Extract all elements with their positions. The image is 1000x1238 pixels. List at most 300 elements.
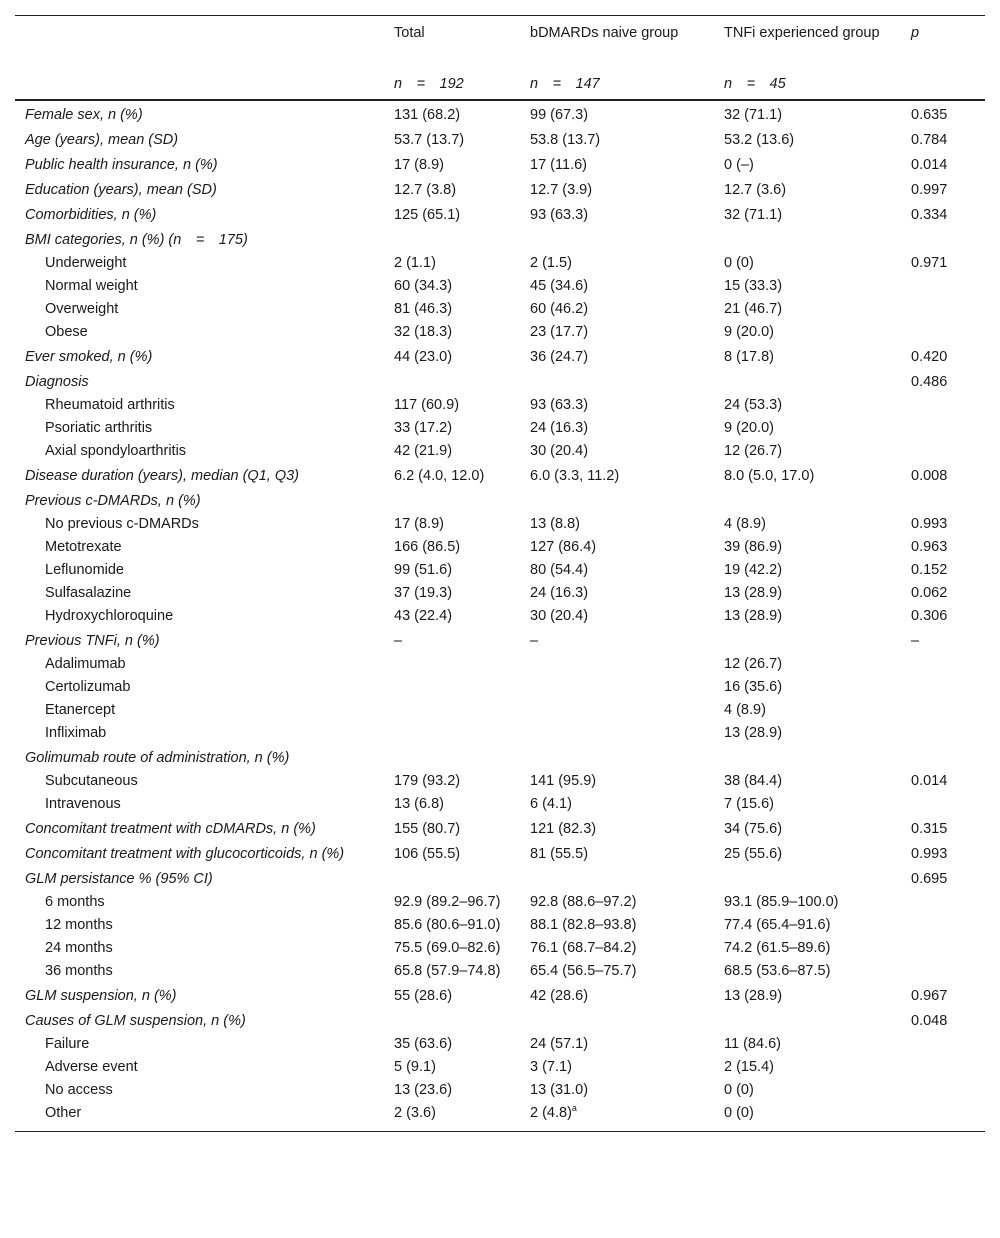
cell-total <box>394 180 530 203</box>
cell-tnfi-text: 34 (75.6) <box>724 821 783 837</box>
cell-naive <box>530 794 724 817</box>
cell-tnfi-text: 13 (28.9) <box>724 608 783 624</box>
cell-total <box>394 892 530 915</box>
cell-tnfi <box>724 606 911 629</box>
cell-total <box>394 915 530 938</box>
cell-p-value <box>911 677 985 700</box>
table-row <box>15 892 985 915</box>
cell-total <box>394 205 530 228</box>
cell-total-text: 85.6 (80.6–91.0) <box>394 917 501 933</box>
cell-tnfi-text: 38 (84.4) <box>724 773 783 789</box>
cell-p-value <box>911 105 985 128</box>
table-row <box>15 299 985 322</box>
cell-tnfi <box>724 466 911 489</box>
cell-total-text: 32 (18.3) <box>394 324 453 340</box>
cell-p-value-text: 0.993 <box>911 846 948 862</box>
cell-p-value-text: 0.014 <box>911 773 948 789</box>
cell-p-value-text: 0.993 <box>911 516 948 532</box>
row-label-text: Certolizumab <box>45 679 131 695</box>
cell-naive <box>530 677 724 700</box>
row-label <box>15 892 394 915</box>
row-label <box>15 441 394 464</box>
cell-tnfi <box>724 180 911 203</box>
row-label <box>15 1103 394 1126</box>
cell-naive-text: 93 (63.3) <box>530 397 589 413</box>
row-label <box>15 844 394 867</box>
cell-tnfi <box>724 418 911 441</box>
cell-naive <box>530 347 724 370</box>
cell-p-value <box>911 844 985 867</box>
cell-total <box>394 276 530 299</box>
cell-total <box>394 1080 530 1103</box>
cell-p-value-text: 0.963 <box>911 539 948 555</box>
cell-naive-text: 24 (16.3) <box>530 420 589 436</box>
cell-naive <box>530 771 724 794</box>
cell-total-text: 179 (93.2) <box>394 773 461 789</box>
cell-naive-text: 30 (20.4) <box>530 443 589 459</box>
table-row <box>15 130 985 153</box>
cell-total-text: 37 (19.3) <box>394 585 453 601</box>
cell-p-value <box>911 1011 985 1034</box>
cell-total-text: 44 (23.0) <box>394 349 453 365</box>
cell-tnfi-text: 74.2 (61.5–89.6) <box>724 940 831 956</box>
cell-p-value <box>911 986 985 1009</box>
row-label <box>15 276 394 299</box>
table-row <box>15 514 985 537</box>
cell-tnfi <box>724 583 911 606</box>
row-label-text: Hydroxychloroquine <box>45 608 174 624</box>
cell-total-text: 81 (46.3) <box>394 301 453 317</box>
table-row <box>15 583 985 606</box>
cell-tnfi-text: 32 (71.1) <box>724 207 783 223</box>
cell-p-value <box>911 560 985 583</box>
cell-tnfi-text: 25 (55.6) <box>724 846 783 862</box>
cell-naive <box>530 631 724 654</box>
cell-total-text: 106 (55.5) <box>394 846 461 862</box>
cell-naive-text: 99 (67.3) <box>530 107 589 123</box>
cell-tnfi <box>724 961 911 984</box>
cell-naive <box>530 466 724 489</box>
cell-tnfi <box>724 986 911 1009</box>
cell-total <box>394 938 530 961</box>
cell-total <box>394 606 530 629</box>
cell-tnfi-text: 21 (46.7) <box>724 301 783 317</box>
cell-total <box>394 1103 530 1126</box>
row-label-text: GLM persistance % (95% CI) <box>25 871 213 887</box>
cell-naive-text: 76.1 (68.7–84.2) <box>530 940 637 956</box>
cell-tnfi-text: 12.7 (3.6) <box>724 182 787 198</box>
table-row <box>15 606 985 629</box>
cell-tnfi <box>724 105 911 128</box>
cell-naive <box>530 372 724 395</box>
cell-tnfi-text: 19 (42.2) <box>724 562 783 578</box>
cell-tnfi <box>724 1011 911 1034</box>
table-row <box>15 915 985 938</box>
cell-p-value-text: 0.967 <box>911 988 948 1004</box>
cell-tnfi-text: 13 (28.9) <box>724 585 783 601</box>
cell-p-value <box>911 1080 985 1103</box>
cell-tnfi-text: 12 (26.7) <box>724 443 783 459</box>
row-label <box>15 869 394 892</box>
cell-tnfi-text: 39 (86.9) <box>724 539 783 555</box>
row-label <box>15 654 394 677</box>
cell-naive <box>530 819 724 842</box>
cell-tnfi-text: 32 (71.1) <box>724 107 783 123</box>
cell-p-value <box>911 748 985 771</box>
cell-p-value <box>911 372 985 395</box>
cell-naive <box>530 180 724 203</box>
cell-naive <box>530 700 724 723</box>
cell-total <box>394 819 530 842</box>
cell-tnfi-text: 0 (0) <box>724 1105 754 1121</box>
row-label <box>15 253 394 276</box>
cell-naive-text: 42 (28.6) <box>530 988 589 1004</box>
row-label <box>15 771 394 794</box>
cell-total-text: 2 (3.6) <box>394 1105 436 1121</box>
row-label <box>15 961 394 984</box>
cell-tnfi-text: 77.4 (65.4–91.6) <box>724 917 831 933</box>
row-label <box>15 819 394 842</box>
table-row <box>15 1080 985 1103</box>
row-label-text: Disease duration (years), median (Q1, Q3) <box>25 468 299 484</box>
cell-tnfi-text: 11 (84.6) <box>724 1036 781 1052</box>
cell-tnfi <box>724 560 911 583</box>
row-label <box>15 915 394 938</box>
cell-p-value-text: 0.306 <box>911 608 948 624</box>
cell-tnfi <box>724 819 911 842</box>
row-label-text: Axial spondyloarthritis <box>45 443 187 459</box>
cell-tnfi <box>724 491 911 514</box>
row-label <box>15 130 394 153</box>
cell-p-value <box>911 631 985 654</box>
cell-total-text: 33 (17.2) <box>394 420 453 436</box>
row-label-text: Public health insurance, n (%) <box>25 157 218 173</box>
cell-p-value <box>911 938 985 961</box>
cell-total <box>394 537 530 560</box>
table-row <box>15 819 985 842</box>
cell-tnfi <box>724 794 911 817</box>
row-label <box>15 180 394 203</box>
row-label-text: Female sex, n (%) <box>25 107 143 123</box>
cell-naive-text: 141 (95.9) <box>530 773 597 789</box>
cell-total <box>394 700 530 723</box>
cell-naive <box>530 230 724 253</box>
cell-tnfi-text: 7 (15.6) <box>724 796 774 812</box>
cell-total <box>394 372 530 395</box>
cell-naive <box>530 205 724 228</box>
cell-naive <box>530 253 724 276</box>
cell-tnfi-text: 15 (33.3) <box>724 278 783 294</box>
cell-total-text: 13 (23.6) <box>394 1082 453 1098</box>
cell-tnfi <box>724 205 911 228</box>
header-naive-group: bDMARDs naive group <box>530 25 679 41</box>
cell-naive <box>530 654 724 677</box>
cell-naive <box>530 560 724 583</box>
cell-naive-text: 6.0 (3.3, 11.2) <box>530 468 620 484</box>
cell-naive-text: 13 (8.8) <box>530 516 580 532</box>
cell-total <box>394 514 530 537</box>
header-p-value: p <box>911 25 920 41</box>
cell-total-text: 125 (65.1) <box>394 207 461 223</box>
cell-p-value-text: 0.048 <box>911 1013 948 1029</box>
table-row <box>15 844 985 867</box>
table-row <box>15 322 985 345</box>
cell-p-value <box>911 491 985 514</box>
table-row <box>15 961 985 984</box>
cell-tnfi <box>724 1057 911 1080</box>
row-label-text: Subcutaneous <box>45 773 138 789</box>
cell-tnfi <box>724 915 911 938</box>
table-row <box>15 395 985 418</box>
cell-tnfi <box>724 771 911 794</box>
table-row <box>15 986 985 1009</box>
row-label-text: Comorbidities, n (%) <box>25 207 157 223</box>
cell-tnfi-text: 0 (–) <box>724 157 754 173</box>
cell-total-text: 6.2 (4.0, 12.0) <box>394 468 485 484</box>
cell-p-value-text: 0.971 <box>911 255 948 271</box>
cell-tnfi <box>724 276 911 299</box>
cell-total <box>394 748 530 771</box>
cell-p-value <box>911 155 985 178</box>
cell-total-text: 99 (51.6) <box>394 562 453 578</box>
cell-total <box>394 347 530 370</box>
table-bottom-rule <box>15 1131 985 1132</box>
cell-naive <box>530 844 724 867</box>
cell-naive <box>530 537 724 560</box>
cell-naive-text: 17 (11.6) <box>530 157 587 173</box>
table-row <box>15 180 985 203</box>
row-label <box>15 537 394 560</box>
cell-tnfi <box>724 938 911 961</box>
row-label-text: Adalimumab <box>45 656 126 672</box>
cell-tnfi <box>724 892 911 915</box>
cell-tnfi <box>724 677 911 700</box>
row-label <box>15 1080 394 1103</box>
table-row <box>15 1103 985 1126</box>
cell-p-value <box>911 180 985 203</box>
row-label-text: Previous TNFi, n (%) <box>25 633 160 649</box>
header-n-naive: n = 147 <box>530 76 600 92</box>
cell-p-value-text: 0.486 <box>911 374 948 390</box>
cell-naive-text: 36 (24.7) <box>530 349 589 365</box>
cell-p-value <box>911 771 985 794</box>
cell-tnfi <box>724 395 911 418</box>
cell-naive-text: 53.8 (13.7) <box>530 132 601 148</box>
cell-tnfi <box>724 322 911 345</box>
cell-tnfi <box>724 347 911 370</box>
cell-tnfi <box>724 537 911 560</box>
cell-total <box>394 491 530 514</box>
cell-p-value <box>911 606 985 629</box>
cell-total-text: 53.7 (13.7) <box>394 132 465 148</box>
cell-total-text: 12.7 (3.8) <box>394 182 457 198</box>
cell-total-text: 35 (63.6) <box>394 1036 453 1052</box>
table-row <box>15 105 985 128</box>
cell-naive <box>530 130 724 153</box>
cell-tnfi-text: 12 (26.7) <box>724 656 783 672</box>
table-row <box>15 938 985 961</box>
table-header <box>15 16 985 99</box>
row-label-text: 36 months <box>45 963 113 979</box>
row-label <box>15 105 394 128</box>
cell-tnfi <box>724 748 911 771</box>
row-label-text: Sulfasalazine <box>45 585 132 601</box>
cell-total-text: 131 (68.2) <box>394 107 461 123</box>
cell-naive <box>530 748 724 771</box>
cell-naive <box>530 322 724 345</box>
cell-tnfi-text: 68.5 (53.6–87.5) <box>724 963 831 979</box>
header-n-total: n = 192 <box>394 76 464 92</box>
cell-tnfi <box>724 230 911 253</box>
cell-naive-text: 92.8 (88.6–97.2) <box>530 894 637 910</box>
cell-total <box>394 723 530 746</box>
cell-naive-text: 23 (17.7) <box>530 324 589 340</box>
row-label <box>15 347 394 370</box>
table-row <box>15 253 985 276</box>
cell-p-value <box>911 915 985 938</box>
cell-tnfi-text: 13 (28.9) <box>724 725 783 741</box>
row-label-text: 6 months <box>45 894 105 910</box>
table-row <box>15 155 985 178</box>
cell-naive <box>530 1103 724 1126</box>
cell-total <box>394 771 530 794</box>
cell-tnfi <box>724 372 911 395</box>
cell-tnfi-text: 4 (8.9) <box>724 702 766 718</box>
cell-total-text: 92.9 (89.2–96.7) <box>394 894 501 910</box>
cell-p-value-text: 0.784 <box>911 132 948 148</box>
row-label <box>15 299 394 322</box>
cell-tnfi-text: 53.2 (13.6) <box>724 132 795 148</box>
cell-p-value <box>911 514 985 537</box>
row-label-text: Concomitant treatment with glucocorticoids, n (%) <box>25 846 345 862</box>
cell-total-text: – <box>394 633 403 649</box>
row-label <box>15 583 394 606</box>
cell-p-value <box>911 130 985 153</box>
row-label-text: BMI categories, n (%) (n = 175) <box>25 232 248 248</box>
row-label-text: Causes of GLM suspension, n (%) <box>25 1013 246 1029</box>
table-row <box>15 560 985 583</box>
cell-naive <box>530 892 724 915</box>
cell-naive-text: 45 (34.6) <box>530 278 589 294</box>
cell-tnfi-text: 16 (35.6) <box>724 679 783 695</box>
cell-naive-text: 13 (31.0) <box>530 1082 589 1098</box>
cell-total-text: 117 (60.9) <box>394 397 460 413</box>
row-label <box>15 514 394 537</box>
cell-naive-text: 88.1 (82.8–93.8) <box>530 917 637 933</box>
cell-total-text: 42 (21.9) <box>394 443 453 459</box>
row-label <box>15 1011 394 1034</box>
cell-naive <box>530 418 724 441</box>
row-label-text: Concomitant treatment with cDMARDs, n (%) <box>25 821 316 837</box>
cell-naive-text: 81 (55.5) <box>530 846 589 862</box>
header-tnfi-group: TNFi experienced group <box>724 25 880 41</box>
cell-naive <box>530 155 724 178</box>
cell-total <box>394 794 530 817</box>
row-label-text: Other <box>45 1105 82 1121</box>
cell-naive <box>530 583 724 606</box>
cell-tnfi <box>724 441 911 464</box>
cell-p-value <box>911 819 985 842</box>
row-label <box>15 155 394 178</box>
cell-naive <box>530 299 724 322</box>
cell-tnfi <box>724 514 911 537</box>
row-label <box>15 418 394 441</box>
row-label <box>15 631 394 654</box>
table-row <box>15 418 985 441</box>
row-label-text: Education (years), mean (SD) <box>25 182 217 198</box>
cell-p-value <box>911 654 985 677</box>
table-row <box>15 276 985 299</box>
row-label-text: Underweight <box>45 255 127 271</box>
cell-p-value <box>911 230 985 253</box>
cell-p-value <box>911 395 985 418</box>
cell-p-value <box>911 1057 985 1080</box>
row-label <box>15 700 394 723</box>
cell-total <box>394 322 530 345</box>
cell-naive <box>530 514 724 537</box>
cell-total <box>394 1011 530 1034</box>
cell-total <box>394 844 530 867</box>
cell-naive-text: 24 (57.1) <box>530 1036 589 1052</box>
cell-total-text: 17 (8.9) <box>394 157 444 173</box>
cell-p-value-text: 0.152 <box>911 562 948 578</box>
cell-naive <box>530 491 724 514</box>
cell-total-text: 17 (8.9) <box>394 516 444 532</box>
row-label-text: Etanercept <box>45 702 116 718</box>
cell-p-value-text: 0.008 <box>911 468 948 484</box>
cell-naive <box>530 1080 724 1103</box>
row-label-text: 24 months <box>45 940 113 956</box>
cell-naive <box>530 1057 724 1080</box>
row-label-text: Previous c-DMARDs, n (%) <box>25 493 201 509</box>
cell-naive <box>530 105 724 128</box>
cell-total-text: 13 (6.8) <box>394 796 444 812</box>
row-label-text: Psoriatic arthritis <box>45 420 153 436</box>
cell-tnfi <box>724 844 911 867</box>
table-row <box>15 654 985 677</box>
row-label <box>15 938 394 961</box>
cell-total <box>394 961 530 984</box>
cell-tnfi <box>724 130 911 153</box>
cell-tnfi <box>724 723 911 746</box>
cell-naive <box>530 938 724 961</box>
cell-tnfi <box>724 299 911 322</box>
cell-naive-text: 6 (4.1) <box>530 796 572 812</box>
table-body <box>15 101 985 1131</box>
cell-total <box>394 677 530 700</box>
cell-p-value <box>911 347 985 370</box>
table-row <box>15 1057 985 1080</box>
table-row <box>15 230 985 253</box>
row-label <box>15 677 394 700</box>
row-label <box>15 466 394 489</box>
cell-naive <box>530 441 724 464</box>
cell-naive-text: 65.4 (56.5–75.7) <box>530 963 637 979</box>
cell-total <box>394 1057 530 1080</box>
cell-total <box>394 395 530 418</box>
table-row <box>15 1011 985 1034</box>
cell-naive <box>530 961 724 984</box>
table-row <box>15 869 985 892</box>
cell-total-text: 65.8 (57.9–74.8) <box>394 963 501 979</box>
cell-tnfi <box>724 700 911 723</box>
cell-p-value <box>911 723 985 746</box>
row-label <box>15 794 394 817</box>
cell-total-text: 166 (86.5) <box>394 539 461 555</box>
cell-tnfi-text: 24 (53.3) <box>724 397 783 413</box>
cell-naive-text: 127 (86.4) <box>530 539 597 555</box>
row-label <box>15 986 394 1009</box>
